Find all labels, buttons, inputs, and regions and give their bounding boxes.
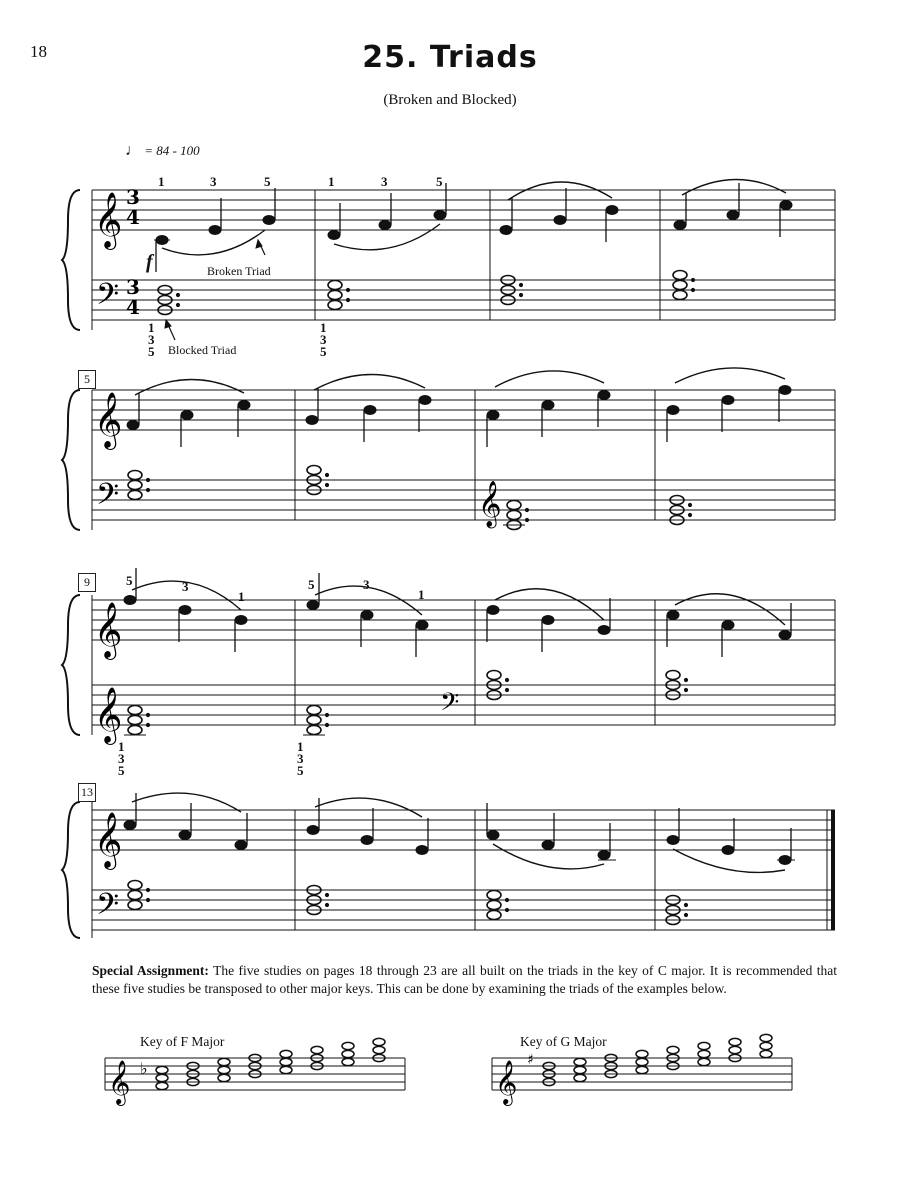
lh-fingering-s3-1: 1 — [118, 739, 125, 754]
bass-clef-icon: 𝄢 — [96, 278, 120, 319]
fingering-m1-2: 3 — [210, 174, 217, 189]
broken-triad-label: Broken Triad — [207, 264, 271, 278]
system-1-score — [0, 160, 900, 370]
notes-system-1 — [154, 179, 792, 340]
lh-fingering-5: 5 — [148, 344, 155, 359]
notes-system-4 — [124, 793, 795, 925]
fingering-m1-3: 5 — [264, 174, 271, 189]
fingering-m9-1: 1 — [238, 589, 245, 604]
fingering-m10-3: 3 — [363, 577, 370, 592]
lh-fingering-s3-5: 5 — [118, 763, 125, 775]
treble-clef-icon: 𝄞 — [495, 1060, 518, 1104]
system-2-score — [0, 365, 900, 545]
page-number: 18 — [30, 42, 47, 61]
lh-fingering-s3-3: 3 — [118, 751, 125, 766]
fingering-m10-5: 5 — [308, 577, 315, 592]
system-2 — [0, 365, 900, 545]
time-sig-top: 3 — [126, 185, 140, 209]
time-sig-top-bass: 3 — [126, 275, 140, 299]
tempo-marking — [125, 142, 200, 160]
fingering-m2-2: 3 — [381, 174, 388, 189]
time-sig-bottom-bass: 4 — [126, 295, 140, 319]
lh-fingering-m2-1: 1 — [320, 320, 327, 335]
treble-clef-icon: 𝄞 — [94, 602, 123, 658]
g-major-chords — [543, 1034, 772, 1085]
system-1 — [0, 160, 900, 370]
treble-clef-icon: 𝄞 — [94, 392, 123, 448]
measure-number-9: 9 — [78, 573, 96, 592]
g-major-staff — [487, 1028, 797, 1108]
lh-fingering-m2-5: 5 — [320, 344, 327, 359]
system-3 — [0, 565, 900, 775]
fingering-m2-3: 5 — [436, 174, 443, 189]
lh-fingering-1: 1 — [148, 320, 155, 335]
treble-clef-lh-icon: 𝄞 — [94, 687, 123, 743]
lh-fingering-s3m2-5: 5 — [297, 763, 304, 775]
system-4 — [0, 780, 900, 945]
bass-clef-icon: 𝄢 — [96, 888, 120, 929]
piece-title: 25. Triads — [362, 40, 538, 75]
f-major-label: Key of F Major — [140, 1034, 225, 1049]
treble-clef-icon: 𝄞 — [94, 812, 123, 868]
quarter-note-icon: ♩ — [125, 142, 141, 159]
lh-fingering-m2-3: 3 — [320, 332, 327, 347]
fingering-m10-1: 1 — [418, 587, 425, 602]
treble-clef-icon: 𝄞 — [108, 1060, 131, 1104]
system-3-score — [0, 565, 900, 775]
fingering-m9-5: 5 — [126, 573, 133, 588]
g-major-triads — [487, 1028, 797, 1113]
treble-clef-icon: 𝄞 — [94, 192, 123, 248]
blocked-triad-label: Blocked Triad — [168, 343, 237, 357]
treble-clef-change-icon: 𝄞 — [478, 481, 502, 527]
grand-staff-1 — [62, 190, 835, 330]
system-4-score — [0, 780, 900, 945]
f-major-staff — [100, 1028, 410, 1108]
lh-fingering-s3m2-3: 3 — [297, 751, 304, 766]
flat-icon: ♭ — [140, 1059, 148, 1078]
lh-fingering-s3m2-1: 1 — [297, 739, 304, 754]
tempo-value: = 84 - 100 — [144, 143, 200, 158]
bass-clef-change-icon: 𝄢 — [440, 688, 460, 723]
assignment-text: The five studies on pages 18 through 23 are all built on the triads in the key of C major. It is recommended that these five studies be transposed to other major keys. This can be done by examining the triads of the examples below. — [92, 963, 837, 996]
measure-number-5: 5 — [78, 370, 96, 389]
piece-subtitle: (Broken and Blocked) — [383, 92, 517, 108]
bass-clef-icon: 𝄢 — [96, 478, 120, 519]
fingering-m9-3: 3 — [182, 579, 189, 594]
g-major-label: Key of G Major — [520, 1034, 607, 1049]
f-major-triads — [100, 1028, 410, 1113]
notes-system-2 — [127, 368, 791, 530]
fingering-m2-1: 1 — [328, 174, 335, 189]
dynamic-forte: f — [146, 251, 153, 273]
sharp-icon: ♯ — [527, 1052, 534, 1068]
special-assignment — [92, 962, 837, 998]
measure-number-13: 13 — [78, 783, 96, 802]
assignment-lead: Special Assignment: — [92, 963, 209, 978]
lh-fingering-3: 3 — [148, 332, 155, 347]
fingering-m1-1: 1 — [158, 174, 165, 189]
time-sig-bottom: 4 — [126, 205, 140, 229]
